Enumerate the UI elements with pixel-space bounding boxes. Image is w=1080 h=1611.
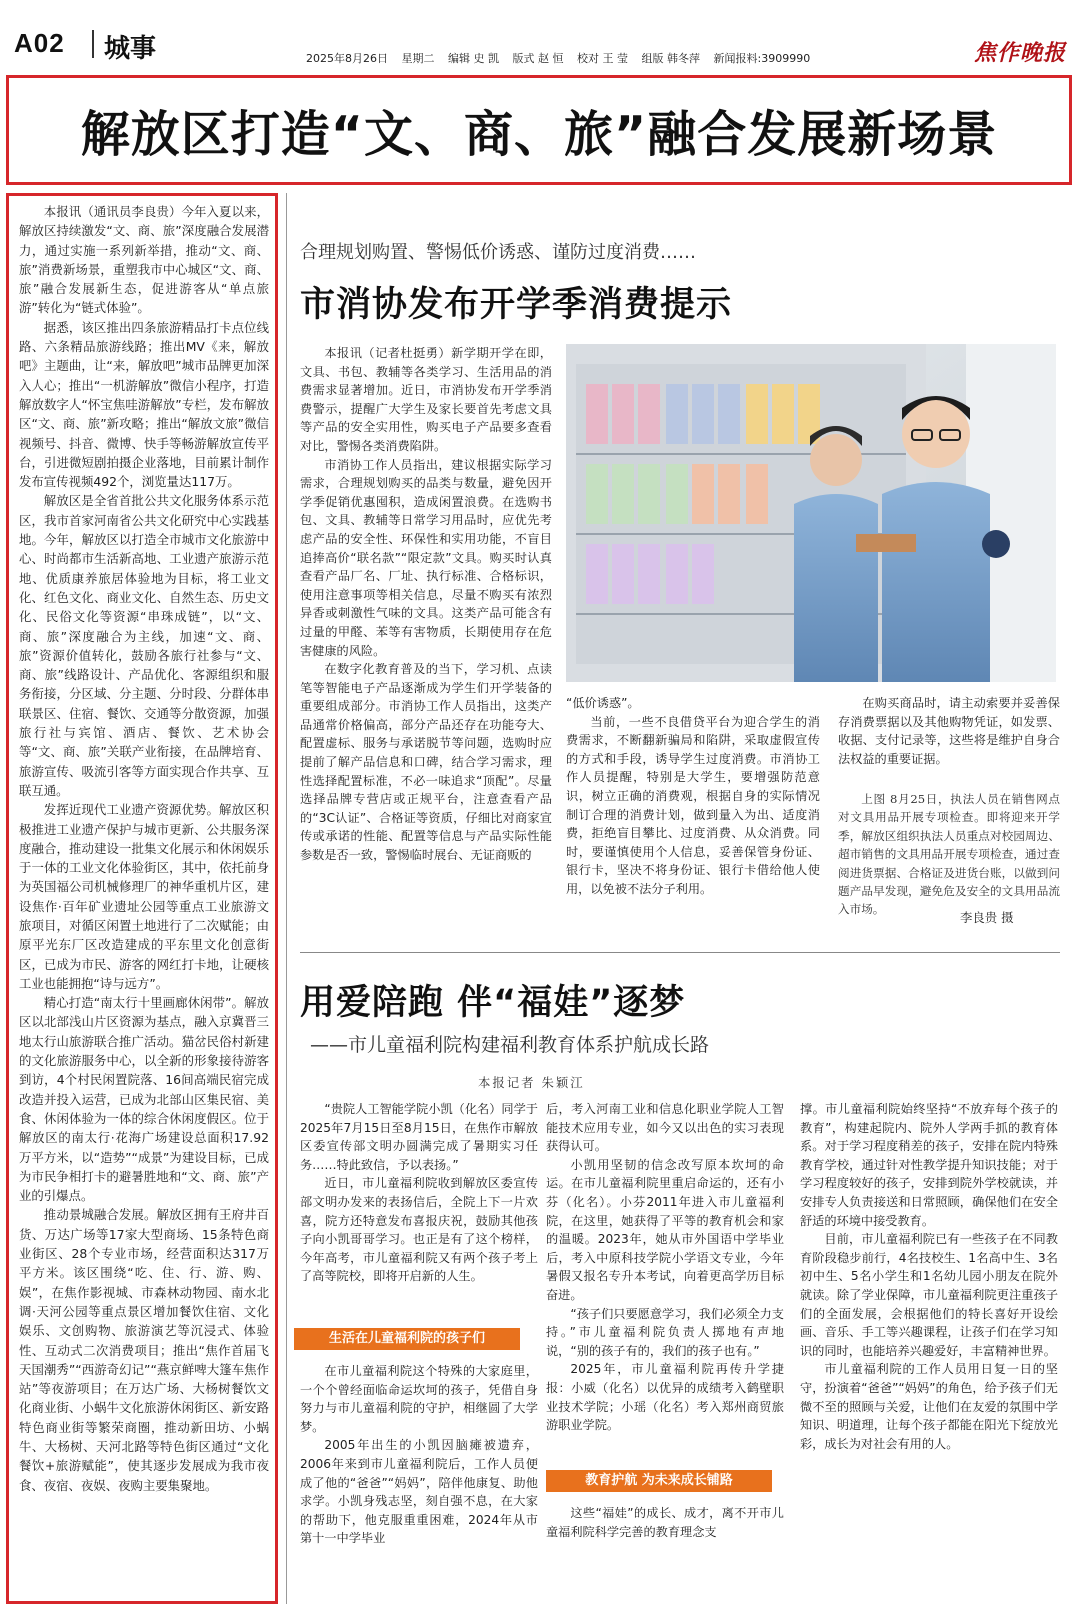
page-header <box>0 0 1080 70</box>
story1-title: 市消协发布开学季消费提示 <box>300 285 733 325</box>
story1-subtitle: 合理规划购置、警惕低价诱惑、谨防过度消费…… <box>300 242 696 263</box>
story2-paragraph: 小凯用坚韧的信念改写原本坎坷的命运。在市儿童福利院里重启命运的，还有小芬（化名）。小芬2011年进入市儿童福利院，在这里，她获得了平等的教育机会和家的温暖。2023年，她从市外国语中学毕业后，考入中原科技学院小学语文专业，今年暑假又报名专升本考试，向着更高学历目标奋进。 <box>546 1157 784 1302</box>
story1-paragraph: 本报讯（记者杜挺勇）新学期开学在即，文具、书包、教辅等各类学习、生活用品的消费需求显著增加。近日，市消协发布开学季消费警示，提醒广大学生及家长要首先考虑文具等产品的安全实用性，购买电子产品要多查看对比，警惕各类消费陷阱。 <box>300 346 552 453</box>
story2-column-3 <box>800 1100 1058 1604</box>
inspection-photo-illustration <box>566 344 1056 682</box>
lead-paragraph: 解放区是全省首批公共文化服务体系示范区，我市首家河南省公共文化研究中心实践基地。今年，解放区以打造全市城市文化旅游中心、时尚都市生活新高地、工业遗产旅游示范地、优质康养旅居体验地为目标，将工业文化、红色文化、商业文化、自然生态、历史文化、民俗文化等资源“串珠成链”，以“文、商、旅”深度融合为主线，加速“文、商、旅”资源价值转化，鼓励各旅行社参与“文、商、旅”线路设计、产品优化、客源组织和服务衔接，分区域、分主题、分时段、分群体串联景区、住宿、餐饮、交通等分散资源，加强旅行社与宾馆、酒店、餐饮、艺术协会等“文、商、旅”关联产业衔接，在品牌培育、旅游宣传、吸流引客等方面实现合作共享、互联互通。 <box>19 493 269 798</box>
story1-paragraph: 市消协工作人员指出，建议根据实际学习需求，合理规划购买的品类与数量，避免因开学季促销优惠囤积，造成闲置浪费。在选购书包、文具、教辅等日常学习用品时，应优先考虑产品的安全性、环保性和实用功能，不盲目追捧高价“联名款”“限定款”文具。购买时认真查看产品厂名、厂址、执行标准、合格标识，使用注意事项等相关信息，尽量不购买有浓烈异香或刺激性气味的文具。这类产品可能含有过量的甲醛、苯等有害物质，长期使用存在危害健康的风险。 <box>300 457 552 658</box>
issue-weekday: 星期二 <box>401 52 435 65</box>
page-number: A02 <box>14 28 65 58</box>
story1-column-3 <box>838 694 1060 786</box>
lead-paragraph: 本报讯（通讯员李良贵）今年入夏以来，解放区持续激发“文、商、旅”深度融合发展潜力，通过实施一系列新举措，推动“文、商、旅”消费新场景，重塑我市中心城区“文、商、旅”融合发展新生态，促进游客从“单点旅游”转化为“链式体验”。 <box>19 204 269 316</box>
story2-column-1-bottom <box>300 1362 538 1602</box>
story1-paragraph: 当前，一些不良借贷平台为迎合学生的消费需求，不断翻新骗局和陷阱，采取虚假宣传的方式和手段，诱导学生过度消费。市消协工作人员提醒，特别是大学生，要增强防范意识，树立正确的消费观，根据自身的实际情况制订合理的消费计划，做到量入为出、适度消费，拒绝盲目攀比、过度消费、从众消费。同时，要谨慎使用个人信息，妥善保管身份证、银行卡，坚决不将身份证、银行卡借给他人使用，以免被不法分子利用。 <box>566 714 820 896</box>
story2-paragraph: 2005年出生的小凯因脑瘫被遗弃，2006年来到市儿童福利院后，工作人员便成了他的“爸爸”“妈妈”，陪伴他康复、助他求学。小凯身残志坚，刻自强不息，在大家的帮助下，他克服重重困难，2024年从市第十一中学毕业 <box>300 1438 538 1546</box>
newspaper-logo: 焦作晚报 <box>973 40 1066 66</box>
lead-headline-box <box>6 75 1072 185</box>
story2-subtitle: ——市儿童福利院构建福利教育体系护航成长路 <box>310 1034 710 1056</box>
story2-paragraph: 目前，市儿童福利院已有一些孩子在不同教育阶段稳步前行，4名技校生、1名高中生、3名初中生、5名小学生和1名幼儿园小朋友在院外就读。除了学业保障，市儿童福利院更注重孩子们的全面发展，会根据他们的特长喜好开设绘画、音乐、手工等兴趣课程，让孩子们在学习知识的同时，也能培养兴趣爱好，丰富精神世界。 <box>800 1232 1058 1358</box>
story2-column-2-bottom <box>546 1504 784 1604</box>
story-divider <box>300 952 1060 953</box>
story2-paragraph: 这些“福娃”的成长、成才，离不开市儿童福利院科学完善的教育理念支 <box>546 1506 784 1539</box>
story2-byline: 本报记者 朱颖江 <box>478 1075 585 1090</box>
photo-credit: 李良贵 摄 <box>960 910 1014 925</box>
story2-column-1-top <box>300 1100 538 1320</box>
inspection-photo <box>566 344 1056 682</box>
story1-paragraph: 在数字化教育普及的当下，学习机、点读笔等智能电子产品逐渐成为学生们开学装备的重要组成部分。市消协工作人员指出，这类产品通常价格偏高，部分产品还存在功能夸大、配置虚标、服务与承诺脱节等问题，选购时应提前了解产品信息和口碑，结合学习需求，理性选择配置标准，不必一味追求“顶配”。尽量选择品牌专营店或正规平台，注意查看产品的“3C认证”、合格证等资质，仔细比对商家宣传或承诺的性能、配置等信息与产品实际性能参数是否一致，警惕临时展台、无证商贩的 <box>300 662 552 863</box>
lead-paragraph: 发挥近现代工业遗产资源优势。解放区积极推进工业遗产保护与城市更新、公共服务深度融合，推动建设一批集文化展示和休闲娱乐于一体的工业文化体验街区，其中，依托前身为英国福公司机械修理厂的神华重机片区，建设焦作·百年矿业遗址公园等重点工业旅游文旅项目，对循区闲置土地进行了二次赋能；由原平光东厂区改造建成的平东里文化创意街区，已成为市民、游客的网红打卡地，让硬核工业也能拥抱“诗与远方”。 <box>19 802 269 991</box>
section-tag-children: 生活在儿童福利院的孩子们 <box>294 1328 520 1350</box>
story1-paragraph: 在购买商品时，请主动索要并妥善保存消费票据以及其他购物凭证，如发票、收据、支付记录等，这些将是维护自身合法权益的重要证据。 <box>838 696 1060 766</box>
story2-title: 用爱陪跑 伴“福娃”逐梦 <box>300 983 686 1023</box>
photo-caption <box>838 790 1060 919</box>
proof-credit: 校对 王 莹 <box>577 52 628 65</box>
story1-paragraph: “低价诱惑”。 <box>566 696 640 710</box>
photo-caption-text: 上图 8月25日，执法人员在销售网点对文具用品开展专项检查。即将迎来开学季，解放区组织执法人员重点对校园周边、超市销售的文具用品开展专项检查，通过查阅进货票据、合格证及进货台账，以做到问题产品早发现，避免危及安全的文具用品流入市场。 <box>838 792 1060 917</box>
story2-paragraph: 2025年，市儿童福利院再传升学捷报：小威（化名）以优异的成绩考入鹤壁职业技术学院；小瑶（化名）考入郑州商贸旅游职业学院。 <box>546 1362 784 1433</box>
header-separator <box>92 30 94 58</box>
news-hotline: 新闻报料:3909990 <box>713 52 811 65</box>
story2-paragraph: 后，考入河南工业和信息化职业学院人工智能技术应用专业，如今又以出色的实习表现获得认可。 <box>546 1102 784 1154</box>
lead-article-box <box>6 193 278 1604</box>
story2-paragraph: “孩子们只要愿意学习，我们必须全力支持。”市儿童福利院负责人掷地有声地说，“别的孩子有的，我们的孩子也有。” <box>546 1306 784 1358</box>
publication-meta <box>306 50 820 66</box>
column-divider <box>286 193 287 1604</box>
section-name: 城事 <box>104 34 157 64</box>
story1-column-1 <box>300 344 552 934</box>
lead-paragraph: 精心打造“南太行十里画廊休闲带”。解放区以北部浅山片区资源为基点，融入京冀晋三地太行山旅游联合推广活动。猫岔民俗村新建的文化旅游服务中心，以全新的形象接待游客到访，4个村民闲置院落、16间高端民宿完成改造并投入运营，已成为北部山区集民宿、美食、休闲体验为一体的综合休闲度假区。位于解放区的南太行·花海广场建设总面积17.92万平方米，以“造势”“成景”为建设目标，已成为市民争相打卡的避暑胜地和“文、商、旅”产业的引爆点。 <box>19 995 269 1204</box>
section-tag-education: 教育护航 为未来成长铺路 <box>546 1470 772 1492</box>
lead-paragraph: 据悉，该区推出四条旅游精品打卡点位线路、六条精品旅游线路；推出MV《来，解放吧》主题曲，让“来，解放吧”城市品牌更加深入人心；推出“一机游解放”微信小程序，打造解放数字人“怀宝焦哇游解放”专栏，发布解放区“文、商、旅”新攻略；推出“解放文旅”微信视频号、抖音、微博、快手等畅游解放宣传平台，引进微短剧拍摄企业落地，目前累计制作发布宣传视频492个，浏览量达117万。 <box>19 319 269 490</box>
story2-column-2-top <box>546 1100 784 1456</box>
issue-date: 2025年8月26日 <box>306 52 388 65</box>
story2-paragraph: 市儿童福利院的工作人员用日复一日的坚守，扮演着“爸爸”“妈妈”的角色，给予孩子们无微不至的照顾与关爱，让他们在友爱的氛围中学知识、明道理，让每个孩子都能在阳光下绽放光彩，成长为对社会有用的人。 <box>800 1362 1058 1451</box>
story2-paragraph: 在市儿童福利院这个特殊的大家庭里，一个个曾经面临命运坎坷的孩子，凭借自身努力与市儿童福利院的守护，相继圆了大学梦。 <box>300 1364 538 1434</box>
layout-credit: 版式 赵 恒 <box>512 52 564 65</box>
lead-article-body <box>19 202 269 1495</box>
compose-credit: 组版 韩冬萍 <box>641 52 700 65</box>
lead-headline: 解放区打造“文、商、旅”融合发展新场景 <box>80 106 998 163</box>
editor-credit: 编辑 史 凯 <box>448 52 499 65</box>
lead-paragraph: 推动景城融合发展。解放区拥有王府井百货、万达广场等17家大型商场、15条特色商业街区、28个专业市场，经营面积达317万平方米。该区围绕“吃、住、行、游、购、娱”，在焦作影视城、市森林动物园、南水北调·天河公园等重点景区增加餐饮住宿、文化娱乐、文创购物、旅游演艺等沉浸式、体验性、互动式二次消费项目；推出“焦作首届飞天国潮秀”“西游奇幻记”“燕京鲜啤大篷车焦作站”等夜游项目；在万达广场、大杨树餐饮文化商业街、小蜗牛文化旅游休闲街区、新安路特色商业街等繁荣商圈，推动新田坊、小蜗牛、大杨树、天河北路等特色街区通过“文化餐饮+旅游赋能”，使其逐步发展成为我市夜食、夜宿、夜娱、夜购主要集聚地。 <box>19 1207 269 1493</box>
story2-paragraph: 近日，市儿童福利院收到解放区委宣传部文明办发来的表扬信后，全院上下一片欢喜，院方还特意发布喜报庆祝，鼓励其他孩子向小凯哥哥学习。也正是有了这个榜样，今年高考，市儿童福利院又有两个孩子考上了高等院校，即将开启新的人生。 <box>300 1176 538 1284</box>
story2-paragraph: “贵院人工智能学院小凯（化名）同学于2025年7月15日至8月15日，在焦作市解放区委宣传部文明办圆满完成了暑期实习任务……特此致信，予以表扬。” <box>300 1102 538 1172</box>
story1-column-2 <box>566 694 820 934</box>
story2-paragraph: 撑。市儿童福利院始终坚持“不放弃每个孩子的教育”，构建起院内、院外人学两手抓的教育体系。对于学习程度稍差的孩子，安排在院内特殊教育学校，通过针对性教学提升知识技能；对于学习程度较好的孩子，安排到院外学校就读，并安排专人负责接送和日常照顾，确保他们在安全舒适的环境中接受教育。 <box>800 1102 1058 1228</box>
